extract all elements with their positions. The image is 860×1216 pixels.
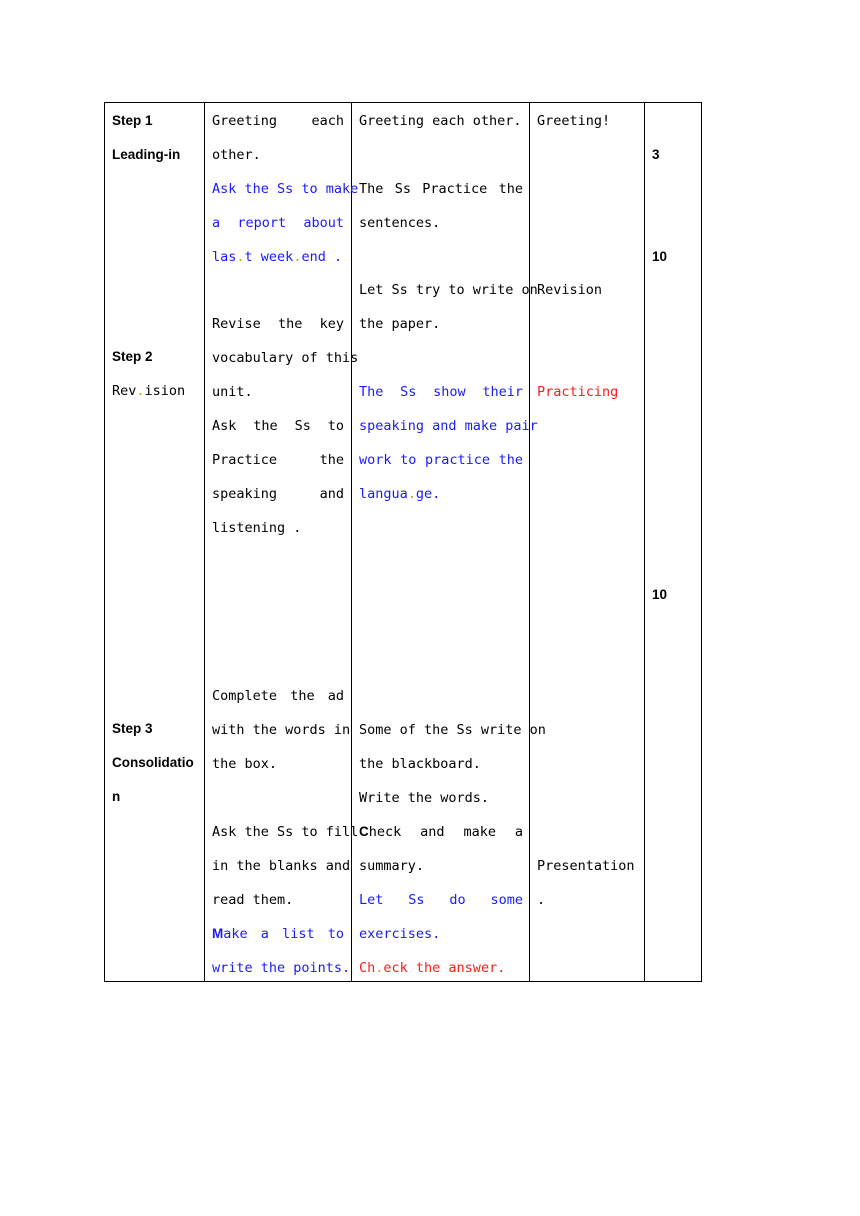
teacher-line: listening . bbox=[212, 520, 302, 536]
purpose-text: . bbox=[537, 892, 546, 908]
step3-title: Step 3 bbox=[112, 721, 153, 736]
teacher-line: unit. bbox=[212, 384, 253, 400]
teacher-line: Practice the bbox=[212, 452, 344, 468]
student-line: the blackboard. bbox=[359, 756, 481, 772]
student-line: The Ss Practice the bbox=[359, 181, 523, 197]
teacher-line: speaking and bbox=[212, 486, 344, 502]
student-line: Let Ss do some bbox=[359, 892, 523, 908]
step3-subtitle-wrap: n bbox=[112, 789, 121, 804]
student-line: Greeting each other. bbox=[359, 113, 522, 129]
teacher-line: write the points. bbox=[212, 960, 351, 976]
purpose-text: Practicing bbox=[537, 384, 619, 400]
teacher-line: Ask the Ss to bbox=[212, 418, 344, 434]
teacher-line: a report about bbox=[212, 215, 344, 231]
student-line: Check and make a bbox=[359, 824, 523, 840]
time-value: 3 bbox=[652, 147, 660, 162]
teacher-line: Greeting each bbox=[212, 113, 344, 129]
teacher-line: Make a list to bbox=[212, 926, 344, 942]
column-divider bbox=[351, 103, 352, 981]
teacher-line: Ask the Ss to fill bbox=[212, 824, 359, 840]
teacher-line: Complete the ad bbox=[212, 688, 344, 704]
column-divider bbox=[644, 103, 645, 981]
teacher-line: with the words in bbox=[212, 722, 351, 738]
student-line: The Ss show their bbox=[359, 384, 523, 400]
teacher-line: read them. bbox=[212, 892, 294, 908]
teacher-line: other. bbox=[212, 147, 261, 163]
step1-title: Step 1 bbox=[112, 113, 153, 128]
student-line: Ch.eck the answer. bbox=[359, 960, 506, 976]
student-line: work to practice the bbox=[359, 452, 523, 468]
student-line: Some of the Ss write on bbox=[359, 722, 546, 738]
purpose-text: Greeting! bbox=[537, 113, 611, 129]
teacher-line: the box. bbox=[212, 756, 278, 772]
column-divider bbox=[529, 103, 530, 981]
student-line: summary. bbox=[359, 858, 425, 874]
student-line: sentences. bbox=[359, 215, 441, 231]
teacher-line: Revise the key bbox=[212, 316, 344, 332]
purpose-text: Revision bbox=[537, 282, 603, 298]
teacher-line: Ask the Ss to make bbox=[212, 181, 359, 197]
teacher-line: las.t week.end . bbox=[212, 249, 343, 265]
purpose-text: Presentation bbox=[537, 858, 635, 874]
lesson-table bbox=[104, 102, 702, 982]
student-line: Let Ss try to write on bbox=[359, 282, 538, 298]
teacher-line: in the blanks and bbox=[212, 858, 351, 874]
step3-subtitle: Consolidatio bbox=[112, 755, 194, 770]
student-line: exercises. bbox=[359, 926, 441, 942]
student-line: the paper. bbox=[359, 316, 441, 332]
step2-subtitle: Rev.ision bbox=[112, 383, 186, 399]
step2-title: Step 2 bbox=[112, 349, 153, 364]
column-divider bbox=[204, 103, 205, 981]
student-line: speaking and make pair bbox=[359, 418, 538, 434]
time-value: 10 bbox=[652, 249, 668, 264]
teacher-line: vocabulary of this bbox=[212, 350, 359, 366]
student-line: langua.ge. bbox=[359, 486, 441, 502]
time-value: 10 bbox=[652, 587, 668, 602]
step1-subtitle: Leading-in bbox=[112, 147, 181, 162]
student-line: Write the words. bbox=[359, 790, 490, 806]
